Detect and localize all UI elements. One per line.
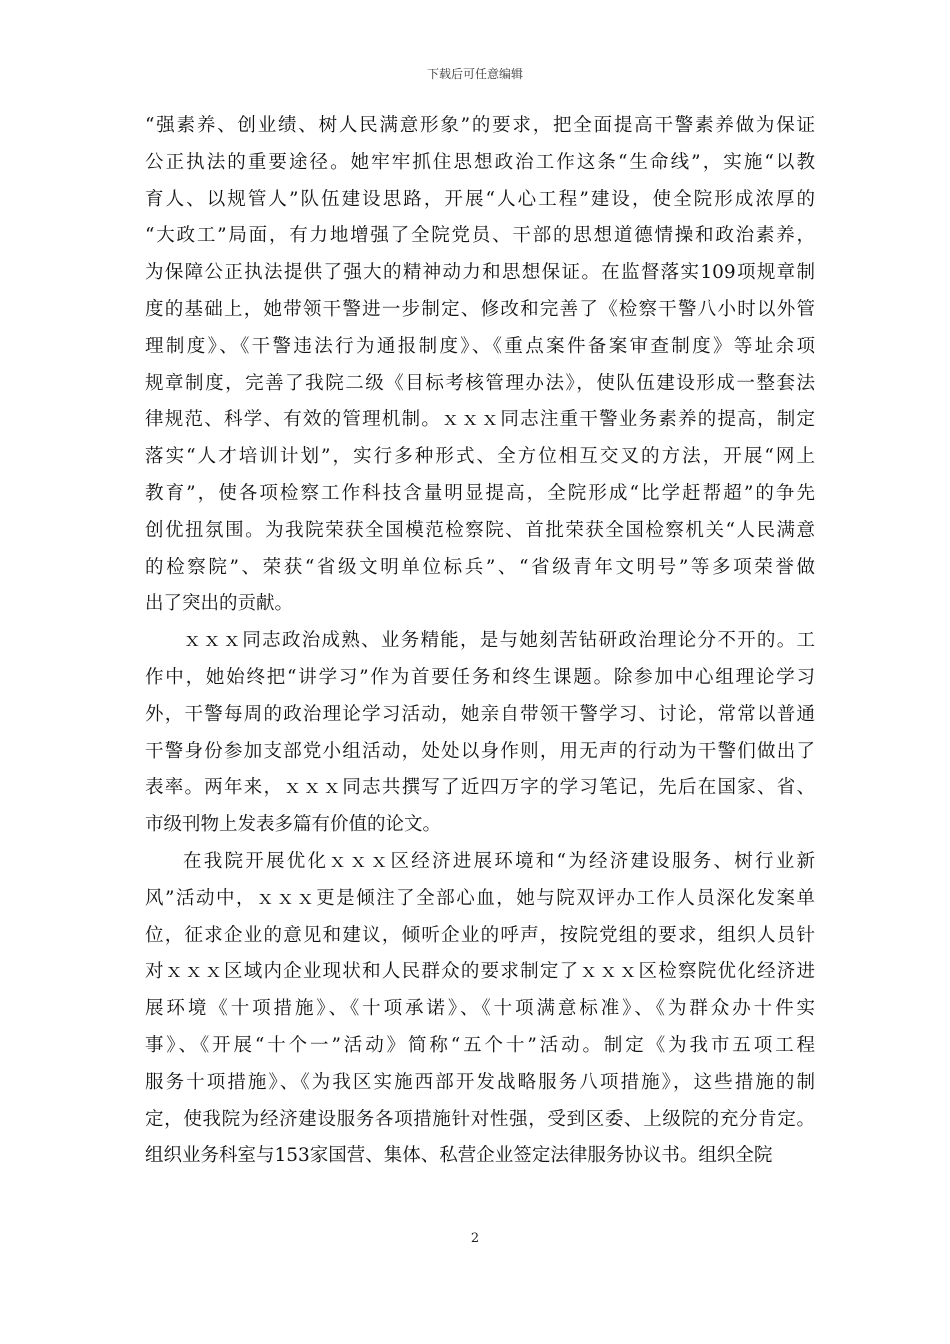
paragraph (145, 108, 815, 623)
text-line: 公正执法的重要途径。她牢牢抓住思想政治工作这条“生命线”，实施“以教 (145, 151, 815, 173)
text-line: 服务十项措施》、《为我区实施西部开发战略服务八项措施》，这些措施的制 (145, 1071, 815, 1093)
text-line: 组织业务科室与153家国营、集体、私营企业签定法律服务协议书。组织全院 (145, 1145, 773, 1167)
text-line: ｘｘｘ同志政治成熟、业务精能，是与她刻苦钻研政治理论分不开的。工 (183, 630, 815, 652)
text-line: 作中，她始终把“讲学习”作为首要任务和终生课题。除参加中心组理论学习 (145, 666, 815, 688)
text-line: “大政工”局面，有力地增强了全院党员、干部的思想道德情操和政治素养， (145, 225, 815, 247)
text-line: 在我院开展优化ｘｘｘ区经济进展环境和“为经济建设服务、树行业新 (183, 850, 815, 872)
text-line: 风”活动中，ｘｘｘ更是倾注了全部心血，她与院双评办工作人员深化发案单 (145, 887, 815, 909)
text-line: 落实“人才培训计划”，实行多种形式、全方位相互交叉的方法，开展“网上 (145, 446, 815, 468)
text-line: 为保障公正执法提供了强大的精神动力和思想保证。在监督落实109项规章制 (145, 262, 815, 284)
text-line: 对ｘｘｘ区域内企业现状和人民群众的要求制定了ｘｘｘ区检察院优化经济进 (145, 961, 815, 983)
text-line: 规章制度，完善了我院二级《目标考核管理办法》，使队伍建设形成一整套法 (145, 372, 815, 394)
document-body (145, 108, 815, 1175)
text-line: 表率。两年来，ｘｘｘ同志共撰写了近四万字的学习笔记，先后在国家、省、 (145, 777, 815, 799)
text-line: 理制度》、《干警违法行为通报制度》、《重点案件备案审查制度》等址余项 (145, 335, 815, 357)
page-header: 下载后可任意编辑 (426, 67, 523, 81)
page-number: 2 (470, 1231, 480, 1246)
text-line: 创优扭氛围。为我院荣获全国模范检察院、首批荣获全国检察机关“人民满意 (145, 519, 815, 541)
text-line: 教育”，使各项检察工作科技含量明显提高，全院形成“比学赶帮超”的争先 (145, 482, 815, 504)
text-line: 展环境《十项措施》、《十项承诺》、《十项满意标准》、《为群众办十件实 (145, 998, 815, 1020)
paragraph (145, 844, 815, 1175)
text-line: 市级刊物上发表多篇有价值的论文。 (145, 814, 442, 836)
text-line: 律规范、科学、有效的管理机制。ｘｘｘ同志注重干警业务素养的提高，制定 (145, 409, 815, 431)
text-line: 度的基础上，她带领干警进一步制定、修改和完善了《检察干警八小时以外管 (145, 298, 815, 320)
text-line: 外，干警每周的政治理论学习活动，她亲自带领干警学习、讨论，常常以普通 (145, 703, 815, 725)
text-line: “强素养、创业绩、树人民满意形象”的要求，把全面提高干警素养做为保证 (145, 115, 815, 136)
paragraph (145, 623, 815, 844)
text-line: 定，使我院为经济建设服务各项措施针对性强，受到区委、上级院的充分肯定。 (145, 1108, 815, 1130)
text-line: 的检察院”、荣获“省级文明单位标兵”、“省级青年文明号”等多项荣誉做 (145, 556, 815, 578)
text-line: 位，征求企业的意见和建议，倾听企业的呼声，按院党组的要求，组织人员针 (145, 924, 815, 946)
text-line: 育人、以规管人”队伍建设思路，开展“人心工程”建设，使全院形成浓厚的 (145, 188, 815, 210)
text-line: 干警身份参加支部党小组活动，处处以身作则，用无声的行动为干警们做出了 (145, 740, 815, 762)
text-line: 事》、《开展“十个一”活动》简称“五个十”活动。制定《为我市五项工程 (145, 1034, 815, 1056)
text-line: 出了突出的贡献。 (145, 593, 294, 615)
